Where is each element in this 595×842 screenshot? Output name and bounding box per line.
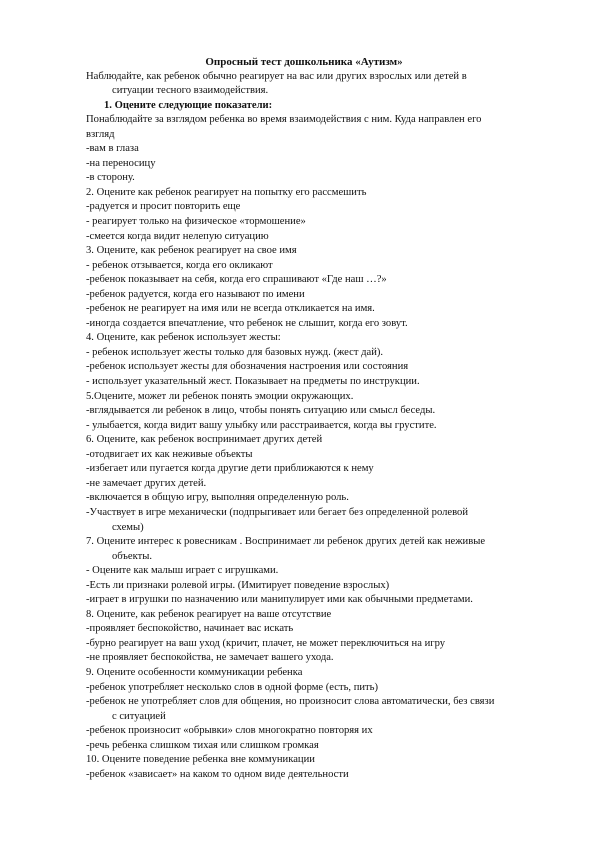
text-line: -ребенок «зависает» на каком то одном виде деятельности (86, 768, 349, 780)
text-line: -смеется когда видит нелепую ситуацию (86, 230, 269, 242)
text-line: -проявляет беспокойство, начинает вас искать (86, 623, 294, 635)
text-line: -ребенок не реагирует на имя или не всегда откликается на имя. (86, 303, 375, 315)
text-line: -не проявляет беспокойства, не замечает вашего ухода. (86, 652, 334, 664)
intro-paragraph (86, 70, 522, 99)
intro-line: Наблюдайте, как ребенок обычно реагирует на вас или других взрослых или детей в (86, 70, 467, 82)
text-line: - ребенок отзывается, когда его окликают (86, 259, 273, 271)
document-page (86, 54, 522, 782)
text-line: 10. Оцените поведение ребенка вне коммуникации (86, 754, 315, 766)
section-heading: 1. Оцените следующие показатели: (104, 99, 273, 111)
text-line: схемы) (112, 521, 144, 533)
text-line: с ситуацией (112, 710, 166, 722)
text-line: 9. Оцените особенности коммуникации ребенка (86, 666, 303, 678)
text-line: 8. Оцените, как ребенок реагирует на ваше отсутствие (86, 608, 332, 620)
text-line: -ребенок не употребляет слов для общения, но произносит слова автоматически, без связи (86, 696, 495, 708)
text-line: -иногда создается впечатление, что ребенок не слышит, когда его зовут. (86, 317, 408, 329)
text-line: -ребенок показывает на себя, когда его спрашивают «Где наш …?» (86, 274, 387, 286)
text-line: -Есть ли признаки ролевой игры. (Имитирует поведение взрослых) (86, 579, 390, 591)
text-line: -не замечает других детей. (86, 477, 207, 489)
text-line: 4. Оцените, как ребенок использует жесты: (86, 332, 281, 344)
text-line: 5.Оцените, может ли ребенок понять эмоции окружающих. (86, 390, 354, 402)
text-line: -ребенок произносит «обрывки» слов многократно повторяя их (86, 725, 373, 737)
text-line: 7. Оцените интерес к ровесникам . Воспринимает ли ребенок других детей как неживые (86, 536, 486, 548)
text-line: -на переносицу (86, 157, 156, 169)
text-line: 6. Оцените, как ребенок воспринимает других детей (86, 434, 323, 446)
text-line: 3. Оцените, как ребенок реагирует на свое имя (86, 245, 297, 257)
text-line: -ребенок использует жесты для обозначения настроения или состояния (86, 361, 409, 373)
text-line: - использует указательный жест. Показывает на предметы по инструкции. (86, 376, 420, 388)
text-line: -ребенок употребляет несколько слов в одной форме (есть, пить) (86, 681, 379, 693)
text-line: -вглядывается ли ребенок в лицо, чтобы понять ситуацию или смысл беседы. (86, 405, 436, 417)
text-line: - улыбается, когда видит вашу улыбку или расстраивается, когда вы грустите. (86, 419, 437, 431)
text-line: -играет в игрушки по назначению или манипулирует ими как обычными предметами. (86, 594, 473, 606)
text-line: -речь ребенка слишком тихая или слишком громкая (86, 739, 319, 751)
text-line: -бурно реагирует на ваш уход (кричит, плачет, не может переключиться на игру (86, 637, 446, 649)
text-line: -в сторону. (86, 172, 135, 184)
text-line: 2. Оцените как ребенок реагирует на попытку его рассмешить (86, 186, 367, 198)
text-line: -включается в общую игру, выполняя определенную роль. (86, 492, 349, 504)
text-line: -ребенок радуется, когда его называют по имени (86, 288, 305, 300)
question-list (86, 113, 522, 782)
document-title: Опросный тест дошкольника «Аутизм» (205, 56, 403, 68)
text-line: взгляд (86, 128, 115, 140)
text-line: - Оцените как малыш играет с игрушками. (86, 565, 279, 577)
text-line: -Участвует в игре механически (подпрыгивает или бегает без определенной ролевой (86, 506, 468, 518)
text-line: объекты. (112, 550, 153, 562)
text-line: -радуется и просит повторить еще (86, 201, 241, 213)
text-line: Понаблюдайте за взглядом ребенка во время взаимодействия с ним. Куда направлен его (86, 114, 482, 126)
text-line: -вам в глаза (86, 143, 139, 155)
intro-line: ситуации тесного взаимодействия. (112, 85, 269, 97)
text-line: -избегает или пугается когда другие дети приближаются к нему (86, 463, 374, 475)
text-line: - ребенок использует жесты только для базовых нужд. (жест дай). (86, 346, 384, 358)
text-line: -отодвигает их как неживые объекты (86, 448, 253, 460)
text-line: - реагирует только на физическое «тормошение» (86, 216, 306, 228)
